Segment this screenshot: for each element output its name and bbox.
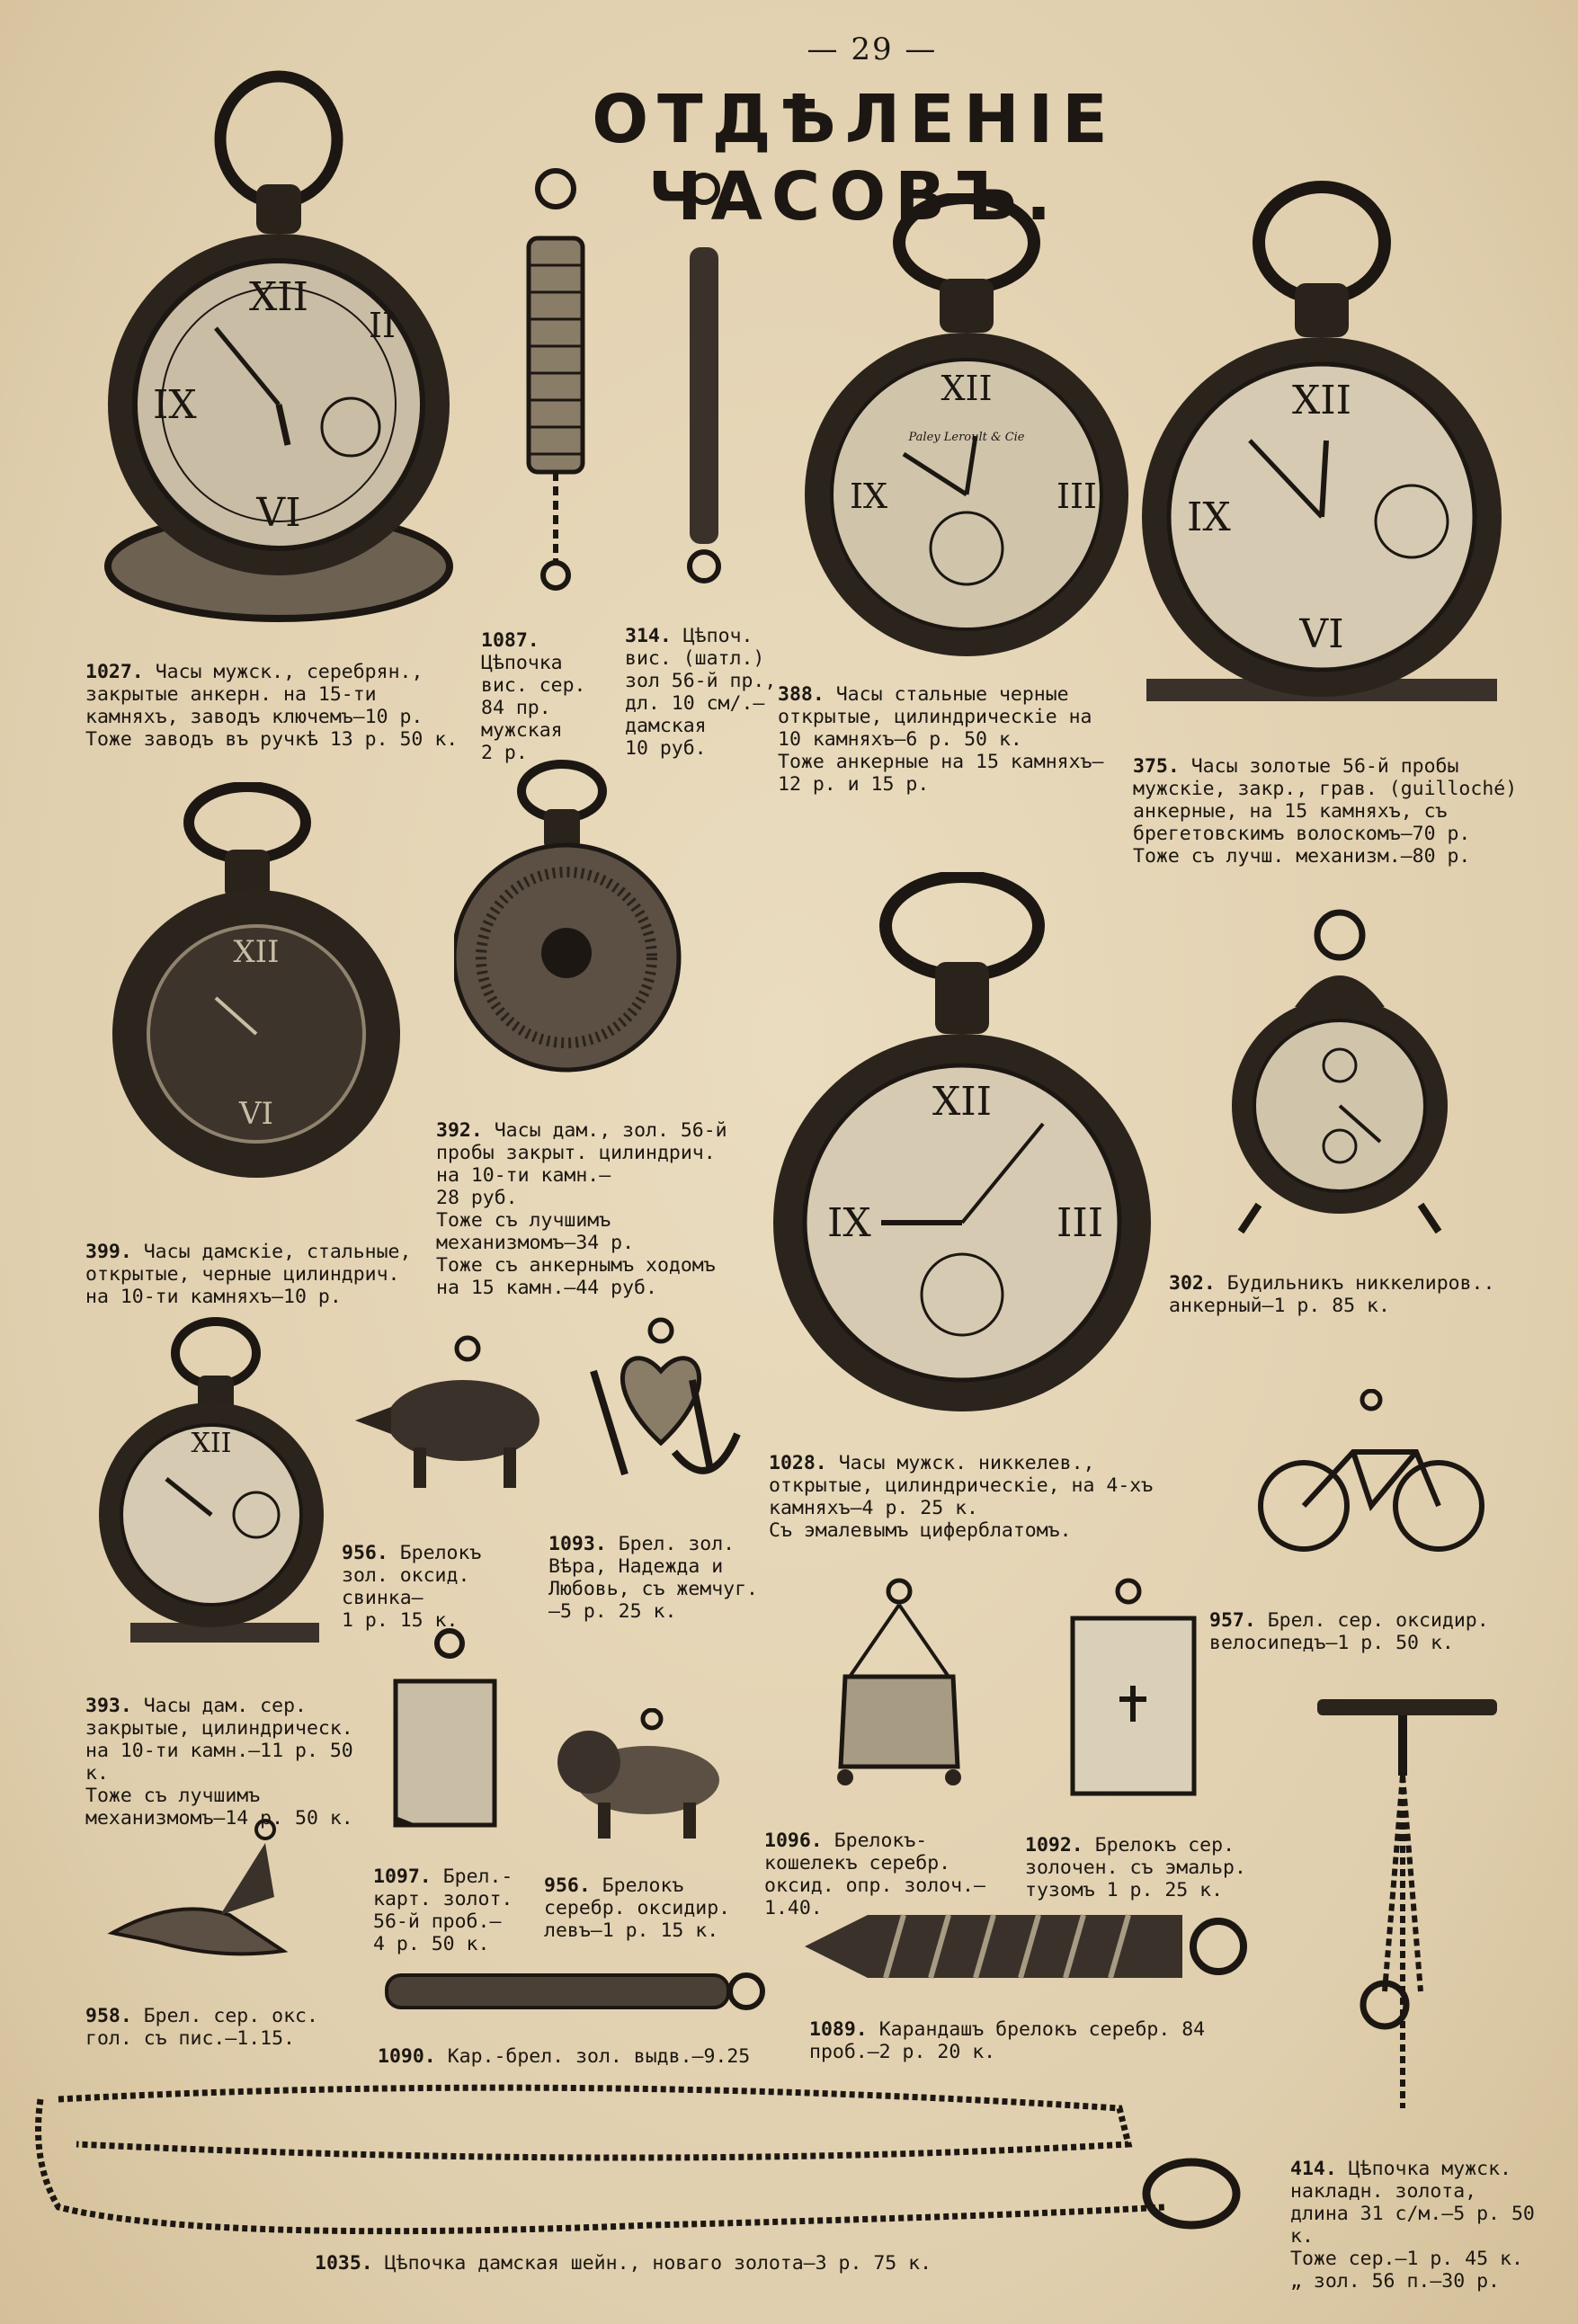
caption-388 (778, 661, 1124, 796)
bicycle-charm-957-image (1254, 1389, 1488, 1560)
caption-1035 (315, 2230, 1016, 2275)
caption-1087 (481, 607, 602, 764)
item-description: Брелокъ сер. золочен. съ эмальр. тузомъ 1 р. 25 к. (1025, 1834, 1246, 1901)
caption-1093 (548, 1510, 764, 1623)
svg-text:XII: XII (233, 934, 280, 970)
item-number: 1090. (378, 2045, 436, 2068)
item-description: Брел. сер. оксидир. велосипедъ—1 р. 50 к. (1209, 1609, 1489, 1654)
item-description: Брел. сер. окс. гол. съ пис.—1.15. (85, 2005, 318, 2050)
caption-956-boar (342, 1519, 539, 1632)
card-charm-1097-image (387, 1627, 504, 1834)
svg-text:XII: XII (932, 1079, 993, 1125)
svg-text:VI: VI (256, 490, 301, 536)
caption-393 (85, 1672, 382, 1830)
caption-956-lion (544, 1852, 746, 1942)
item-description: Цѣпочка дамская шейн., новаго золота—3 р. 75 к. (384, 2252, 932, 2275)
svg-text:IX: IX (827, 1200, 871, 1246)
ladies-chain-1035-image (22, 2072, 1281, 2252)
item-description: Часы золотые 56-й пробы мужскіе, закр., грав. (guilloché) анкерные, на 15 камняхъ, съ брегетовскимъ волоскомъ—70 р. Тоже съ лучш. механизм.—80 р. (1133, 755, 1518, 868)
pocket-watch-1028-image (773, 872, 1151, 1420)
item-number: 958. (85, 2005, 132, 2027)
item-description: Карандашъ брелокъ серебр. 84 проб.—2 р. 20 к. (809, 2018, 1206, 2063)
item-description: Часы дам., зол. 56-й пробы закрыт. цилиндрич. на 10-ти камн.— 28 руб. Тоже съ лучшимъ механизмомъ—34 р. Тоже съ анкернымъ ходомъ на 15 камн.—44 руб. (436, 1119, 727, 1299)
caption-1092 (1025, 1812, 1272, 1901)
item-description: Будильникъ никкелиров.. анкерный—1 р. 85 к. (1169, 1272, 1495, 1317)
pocket-watch-393-image (94, 1317, 328, 1654)
alarm-clock-302-image (1223, 908, 1457, 1241)
item-description: Брел. зол. Вѣра, Надежда и Любовь, съ жемчуг.—5 р. 25 к. (548, 1533, 758, 1623)
pocket-watch-399-image (108, 782, 405, 1214)
pocket-watch-392-image (454, 760, 688, 1092)
item-number: 1097. (373, 1865, 432, 1888)
svg-text:XII: XII (1291, 378, 1352, 423)
chain-1087-image (520, 166, 592, 598)
caption-1028 (769, 1429, 1169, 1542)
svg-text:III: III (1056, 476, 1098, 516)
purse-charm-1096-image (832, 1578, 967, 1794)
caption-1027 (85, 638, 481, 751)
faith-hope-love-charm-1093-image (575, 1317, 746, 1497)
svg-text:XII: XII (941, 369, 993, 408)
caption-958 (85, 1982, 337, 2050)
item-number: 314. (625, 625, 672, 647)
bird-charm-958-image (103, 1807, 310, 1978)
item-description: Кар.-брел. зол. выдв.—9.25 (447, 2045, 751, 2068)
item-number: 399. (85, 1241, 132, 1263)
pencil-charm-1090-image (378, 1955, 773, 2027)
svg-text:XII: XII (248, 274, 309, 320)
item-number: 392. (436, 1119, 483, 1142)
pocket-watch-388-image (796, 193, 1137, 661)
item-description: Часы стальные черные открытые, цилиндрическіе на 10 камняхъ—6 р. 50 к. Тоже анкерные на 15 камняхъ—12 р. и 15 р. (778, 683, 1104, 796)
caption-414 (1290, 2135, 1538, 2293)
item-number: 956. (342, 1542, 388, 1564)
svg-text:VI: VI (239, 1096, 273, 1132)
item-number: 1089. (809, 2018, 868, 2041)
item-number: 1096. (764, 1830, 823, 1852)
caption-1096 (764, 1807, 1016, 1919)
item-number: 956. (544, 1874, 591, 1897)
caption-314 (625, 602, 778, 760)
chatelaine-314-image (677, 166, 731, 598)
caption-375 (1133, 733, 1542, 868)
item-description: Часы дам. сер. закрытые, цилиндрическ. на 10-ти камн.—11 р. 50 к. Тоже съ лучшимъ механизмомъ—14 р. 50 к. (85, 1695, 353, 1830)
men-chain-414-image (1313, 1695, 1502, 2117)
item-description: Цѣпоч. вис. (шатл.) зол 56-й пр., дл. 10 см/.— дамская 10 руб. (625, 625, 777, 760)
pocket-watch-1027-image (99, 67, 459, 625)
ace-charm-1092-image (1065, 1578, 1200, 1803)
svg-text:IX: IX (850, 476, 888, 516)
svg-text:IX: IX (153, 382, 197, 428)
item-description: Брелокъ зол. оксид. свинка— 1 р. 15 к. (342, 1542, 482, 1632)
item-number: 1087. (481, 629, 539, 652)
pocket-watch-375-image (1142, 180, 1502, 719)
item-number: 388. (778, 683, 825, 706)
lion-charm-956-image (548, 1708, 728, 1843)
item-description: Брелокъ серебр. оксидир. левъ—1 р. 15 к. (544, 1874, 731, 1942)
dial-brand-text: Paley Leroult & Cie (908, 431, 1025, 444)
item-number: 375. (1133, 755, 1180, 778)
svg-text:IX: IX (1187, 494, 1231, 540)
item-number: 1092. (1025, 1834, 1083, 1857)
item-number: 302. (1169, 1272, 1216, 1295)
page-title: ОТДѢЛЕНІЕ ЧАСОВЪ. (592, 81, 1117, 236)
item-number: 1035. (315, 2252, 373, 2275)
item-number: 393. (85, 1695, 132, 1717)
item-description: Цѣпочка мужск. накладн. золота, длина 31 с/м.—5 р. 50 к. Тоже сер.—1 р. 45 к. „ зол. 56 п.—30 р. (1290, 2158, 1535, 2293)
svg-text:III: III (1056, 1200, 1104, 1246)
item-description: Часы дамскіе, стальные, открытые, черные цилиндрич. на 10-ти камняхъ—10 р. (85, 1241, 412, 1308)
item-description: Часы мужск., серебрян., закрытые анкерн. на 15-ти камняхъ, заводъ ключемъ—10 р. Тоже заводъ въ ручкѣ 13 р. 50 к. (85, 661, 459, 751)
svg-text:XII: XII (191, 1428, 232, 1459)
item-number: 1093. (548, 1533, 607, 1555)
item-number: 1028. (769, 1452, 827, 1474)
page-number: — 29 — (807, 31, 938, 67)
caption-399 (85, 1218, 427, 1308)
caption-392 (436, 1097, 737, 1299)
caption-1089 (809, 1996, 1268, 2063)
caption-1090 (378, 2023, 773, 2068)
svg-text:II: II (369, 306, 397, 345)
item-number: 414. (1290, 2158, 1337, 2180)
item-description: Брелокъ-кошелекъ серебр. оксид. опр. золоч.—1.40. (764, 1830, 985, 1919)
boar-charm-956-image (351, 1335, 548, 1497)
item-description: Цѣпочка вис. сер. 84 пр. мужская 2 р. (481, 652, 586, 764)
caption-957 (1209, 1587, 1524, 1654)
item-number: 957. (1209, 1609, 1256, 1632)
item-description: Часы мужск. никкелев., открытые, цилиндрическіе, на 4-хъ камняхъ—4 р. 25 к. Съ эмалевымъ циферблатомъ. (769, 1452, 1154, 1542)
caption-302 (1169, 1250, 1511, 1317)
caption-1097 (373, 1843, 530, 1955)
svg-text:VI: VI (1299, 611, 1344, 657)
item-description: Брел.-карт. золот. 56-й проб.— 4 р. 50 к. (373, 1865, 513, 1955)
item-number: 1027. (85, 661, 144, 683)
